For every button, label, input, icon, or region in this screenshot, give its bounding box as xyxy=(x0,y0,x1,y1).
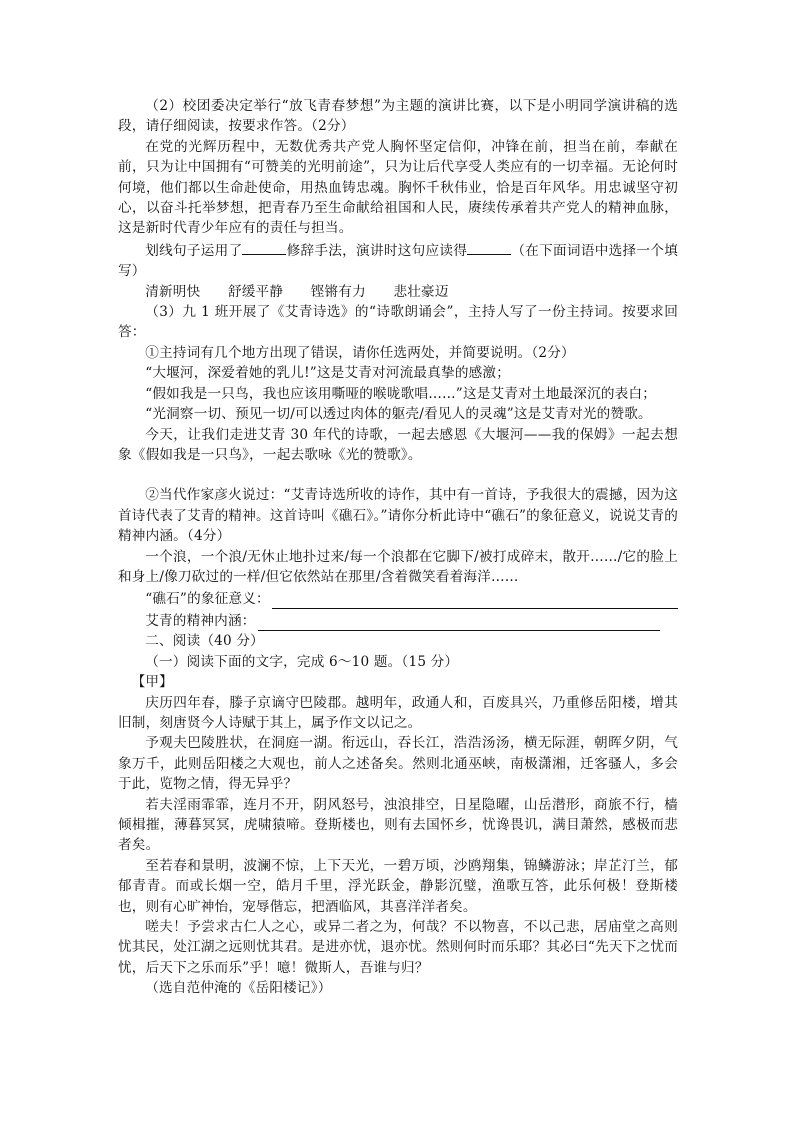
q2-task xyxy=(118,239,678,282)
spacer xyxy=(118,465,678,485)
classical-paragraph: 庆历四年春，滕子京谪守巴陵郡。越明年，政通人和，百废具兴，乃重修岳阳楼，增其旧制，刻唐贤今人诗赋于其上，属予作文以记之。 xyxy=(118,694,678,731)
q2-task-c: （在下面词语中选择一个填写） xyxy=(118,242,678,280)
answer-line-symbol[interactable] xyxy=(272,593,678,609)
classical-paragraph: 至若春和景明，波澜不惊，上下天光，一碧万顷，沙鸥翔集，锦鳞游泳；岸芷汀兰，郁郁青青。而或长烟一空，皓月千里，浮光跃金，静影沉璧，渔歌互答，此乐何极！登斯楼也，则有心旷神怡，宠辱偕忘，把酒临风，其喜洋洋者矣。 xyxy=(118,857,678,915)
classical-paragraph: 若夫淫雨霏霏，连月不开，阴风怒号，浊浪排空，日星隐曜，山岳潜形，商旅不行，樯倾楫摧，薄暮冥冥，虎啸猿啼。登斯楼也，则有去国怀乡，忧谗畏讥，满目萧然，感极而悲者矣。 xyxy=(118,796,678,854)
host-line: “假如我是一只鸟，我也应该用嘶哑的喉咙歌唱……”这是艾青对土地最深沉的表白； xyxy=(145,385,657,402)
classical-paragraph: 予观夫巴陵胜状，在洞庭一湖。衔远山，吞长江，浩浩汤汤，横无际涯，朝晖夕阴，气象万千，此则岳阳楼之大观也，前人之述备矣。然则北通巫峡，南极潇湘，迁客骚人，多会于此，览物之情，得无异乎？ xyxy=(118,735,678,793)
q3-sub2: ②当代作家彦火说过：“艾青诗选所收的诗作，其中有一首诗，予我很大的震撼，因为这首诗代表了艾青的精神。这首诗叫《礁石》。”请你分析此诗中“礁石”的象征意义，说说艾青的精神内涵。（4分） xyxy=(118,487,678,545)
passage-label-jia: 【甲】 xyxy=(131,674,173,691)
classical-paragraph: 嗟夫！予尝求古仁人之心，或异二者之为，何哉？不以物喜，不以己悲，居庙堂之高则忧其民，处江湖之远则忧其君。是进亦忧，退亦忧。然则何时而乐耶？其必曰“先天下之忧而忧，后天下之乐而乐”乎！噫！微斯人，吾谁与归？ xyxy=(118,919,678,976)
answer-blank-tone[interactable] xyxy=(467,239,511,255)
q2-options: 清新明快 舒缓平静 铿锵有力 悲壮豪迈 xyxy=(145,283,449,300)
host-line: “光洞察一切、预见一切/可以透过肉体的躯壳/看见人的灵魂”这是艾青对光的赞歌。 xyxy=(145,406,652,423)
q2-prompt: （2）校团委决定举行“放飞青春梦想”为主题的演讲比赛，以下是小明同学演讲稿的选段，请仔细阅读，按要求作答。（2分） xyxy=(118,98,678,135)
section-title: 二、阅读（40 分） xyxy=(145,633,264,650)
answer-line-spirit[interactable] xyxy=(258,615,660,631)
passage-source: （选自范仲淹的《岳阳楼记》） xyxy=(145,980,332,997)
part-title: （一）阅读下面的文字，完成 6～10 题。（15 分） xyxy=(145,653,459,670)
q2-task-b: 修辞手法，演讲时这句应读得 xyxy=(286,242,468,259)
answer-row-symbol xyxy=(118,587,678,609)
answer-blank-rhetoric[interactable] xyxy=(242,239,286,255)
q2-task-a: 划线句子运用了 xyxy=(145,242,243,259)
q3-prompt: （3）九 1 班开展了《艾青诗选》的“诗歌朗诵会”，主持人写了一份主持词。按要求回答： xyxy=(118,304,678,341)
q2-passage: 在党的光辉历程中，无数优秀共产党人胸怀坚定信仰，冲锋在前，担当在前，奉献在前，只为让中国拥有“可赞美的光明前途”，只为让后代享受人类应有的一切幸福。无论何时何境，他们都以生命赴使命，用热血铸忠魂。胸怀千秋伟业，恰是百年风华。用忠诚坚守初心，以奋斗托举梦想，把青春乃至生命献给祖国和人民，赓续传承着共产党人的精神血脉，这是新时代青少年应有的责任与担当。 xyxy=(118,138,678,237)
answer-row-spirit xyxy=(118,609,678,631)
answer-label-spirit: 艾青的精神内涵： xyxy=(145,612,256,629)
q3-sub1: ①主持词有几个地方出现了错误，请你任选两处，并简要说明。（2分） xyxy=(145,344,575,361)
document-body xyxy=(118,96,678,999)
poem-reef: 一个浪，一个浪/无休止地扑过来/每一个浪都在它脚下/被打成碎末，散开……/它的脸上和身上/像刀砍过的一样/但它依然站在那里/含着微笑看着海洋…… xyxy=(118,548,678,585)
answer-label-symbol: “礁石”的象征意义： xyxy=(145,590,270,607)
host-line: “大堰河，深爱着她的乳儿!”这是艾青对河流最真挚的感激； xyxy=(145,365,510,382)
host-line: 今天，让我们走进艾青 30 年代的诗歌，一起去感恩《大堰河——我的保姆》一起去想象《假如我是一只鸟》，一起去歌咏《光的赞歌》。 xyxy=(118,426,678,463)
